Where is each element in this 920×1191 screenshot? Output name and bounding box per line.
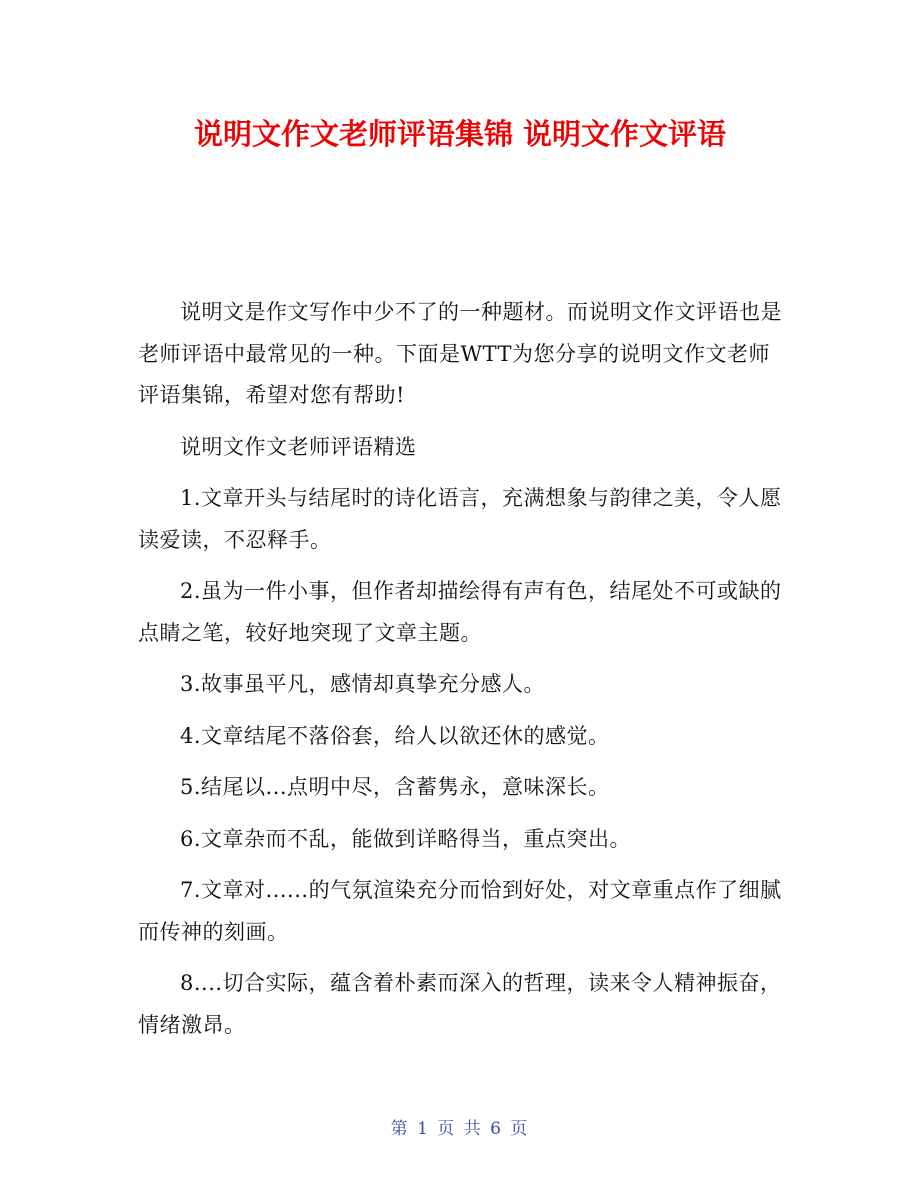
intro-paragraph: 说明文是作文写作中少不了的一种题材。而说明文作文评语也是老师评语中最常见的一种。下面是WTT为您分享的说明文作文老师评语集锦，希望对您有帮助!	[138, 300, 782, 407]
comment-item-1: 1.文章开头与结尾时的诗化语言，充满想象与韵律之美，令人愿读爱读，不忍释手。	[138, 486, 782, 552]
section-heading: 说明文作文老师评语精选	[180, 434, 417, 459]
page-number-footer: 第 1 页 共 6 页	[390, 1119, 530, 1139]
comment-item-5: 5.结尾以...点明中尽，含蓄隽永，意味深长。	[180, 775, 610, 799]
document-body	[138, 292, 786, 1056]
comment-item-4: 4.文章结尾不落俗套，给人以欲还休的感觉。	[180, 723, 610, 748]
comment-item-6: 6.文章杂而不乱，能做到详略得当，重点突出。	[180, 826, 632, 851]
comment-item-3: 3.故事虽平凡，感情却真挚充分感人。	[180, 672, 546, 696]
page-title: 说明文作文老师评语集锦 说明文作文评语	[193, 117, 727, 151]
comment-item-7: 7.文章对......的气氛渲染充分而恰到好处，对文章重点作了细腻而传神的刻画。	[138, 878, 782, 944]
comment-item-2: 2.虽为一件小事，但作者却描绘得有声有色，结尾处不可或缺的点睛之笔，较好地突现了文章主题。	[138, 579, 782, 645]
comment-item-8: 8....切合实际，蕴含着朴素而深入的哲理，读来令人精神振奋，情绪激昂。	[138, 971, 782, 1037]
